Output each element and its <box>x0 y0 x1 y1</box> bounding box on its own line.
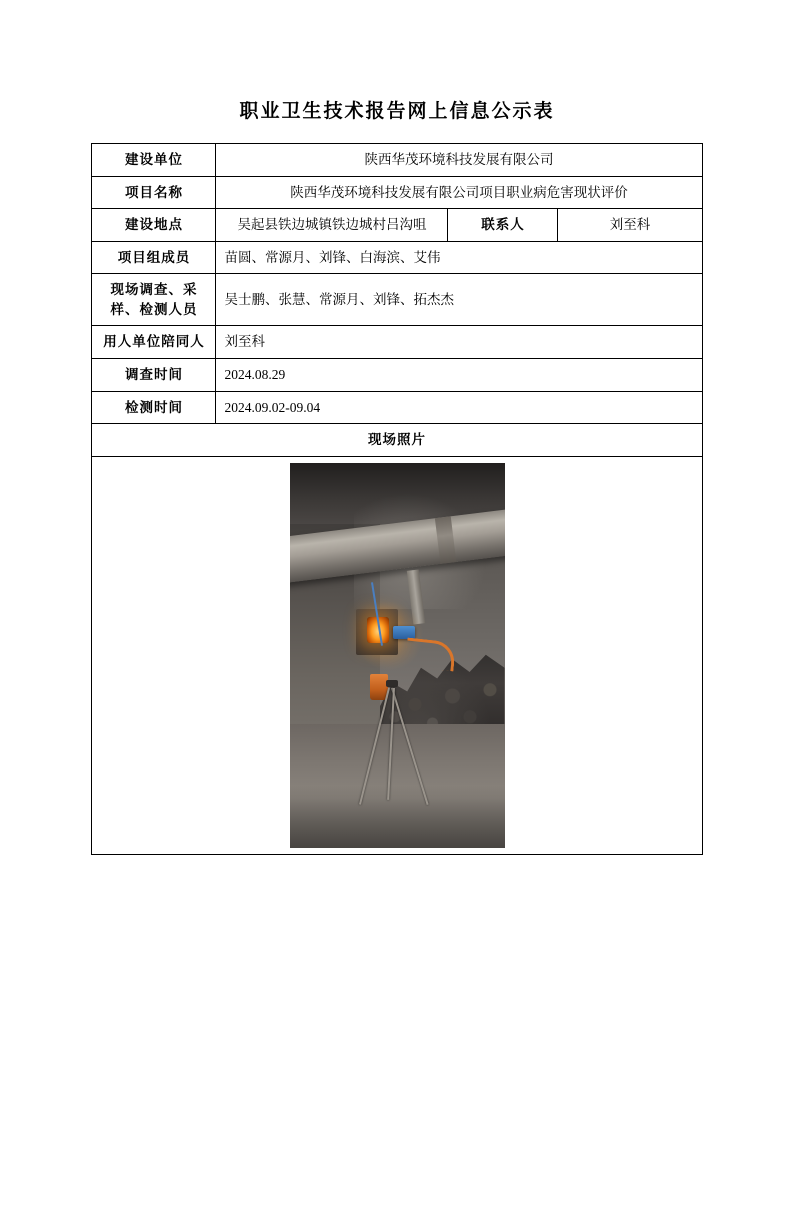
row-label-site: 建设地点 <box>92 209 216 242</box>
table-row <box>92 391 702 424</box>
table-row <box>92 358 702 391</box>
table-row <box>92 274 702 326</box>
info-table <box>91 143 702 855</box>
row-value-site: 吴起县铁边城镇铁边城村吕沟咀 <box>216 209 448 242</box>
row-value-project-name: 陕西华茂环境科技发展有限公司项目职业病危害现状评价 <box>216 176 702 209</box>
photo-section-title: 现场照片 <box>92 424 702 457</box>
table-row <box>92 176 702 209</box>
site-photo <box>290 463 505 848</box>
table-row <box>92 241 702 274</box>
row-label-survey-date: 调查时间 <box>92 358 216 391</box>
row-value-accompanying-person: 刘至科 <box>216 326 702 359</box>
row-value-team-members: 苗圆、常源月、刘锋、白海滨、艾伟 <box>216 241 702 274</box>
photo-cell <box>92 456 702 854</box>
row-value-survey-staff: 吴士鹏、张慧、常源月、刘锋、拓杰杰 <box>216 274 702 326</box>
row-value-construction-unit: 陕西华茂环境科技发展有限公司 <box>216 144 702 177</box>
table-row <box>92 144 702 177</box>
photo-tripod-head <box>386 680 398 687</box>
row-value-contact: 刘至科 <box>558 209 702 242</box>
table-row-photo-title <box>92 424 702 457</box>
row-label-accompanying-person: 用人单位陪同人 <box>92 326 216 359</box>
row-label-construction-unit: 建设单位 <box>92 144 216 177</box>
photo-floor-shadow <box>290 786 505 848</box>
table-row <box>92 326 702 359</box>
row-label-contact: 联系人 <box>448 209 558 242</box>
row-value-test-date: 2024.09.02-09.04 <box>216 391 702 424</box>
row-label-survey-staff: 现场调查、采样、检测人员 <box>92 274 216 326</box>
table-row-photo <box>92 456 702 854</box>
page-title: 职业卫生技术报告网上信息公示表 <box>239 101 555 122</box>
photo-pipe-band <box>435 516 456 564</box>
row-label-project-name: 项目名称 <box>92 176 216 209</box>
row-label-team-members: 项目组成员 <box>92 241 216 274</box>
document-page <box>0 96 794 1219</box>
row-value-survey-date: 2024.08.29 <box>216 358 702 391</box>
table-row <box>92 209 702 242</box>
row-label-test-date: 检测时间 <box>92 391 216 424</box>
